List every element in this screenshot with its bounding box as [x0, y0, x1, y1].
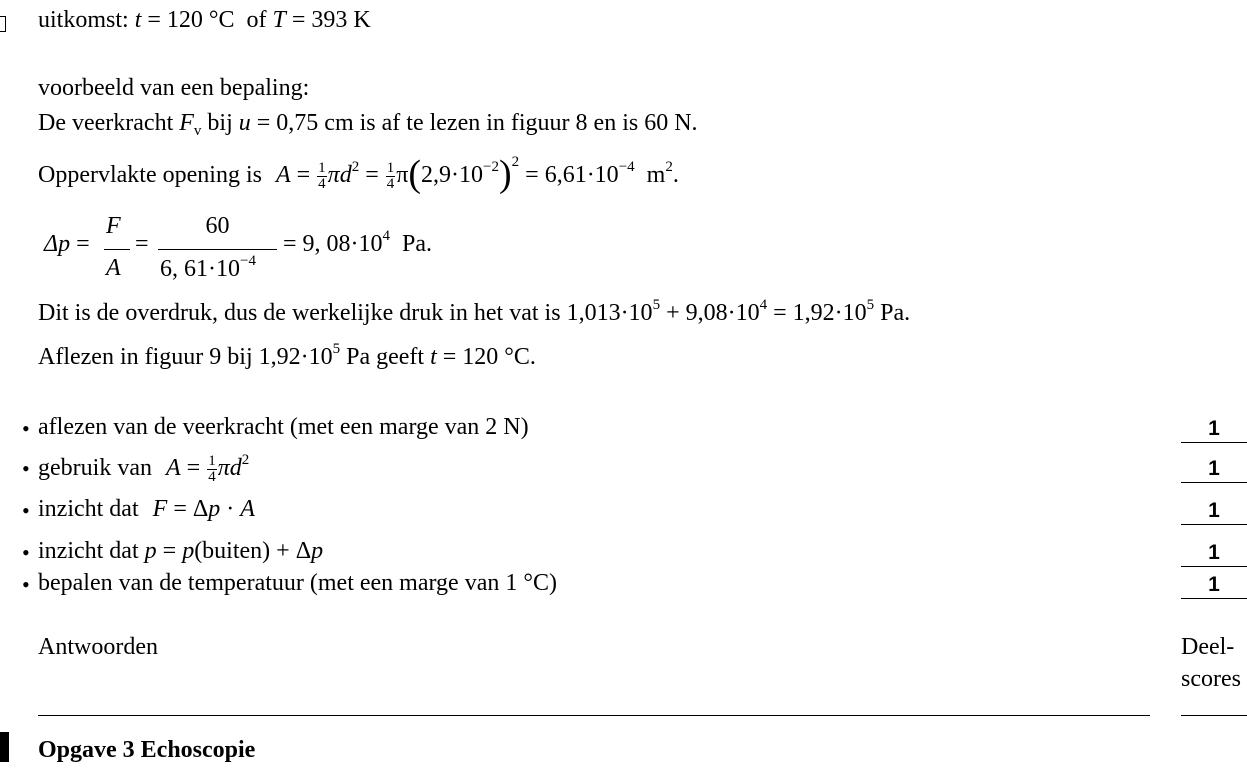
- text: =: [180, 455, 207, 482]
- var-A: A: [275, 162, 291, 189]
- section-heading: Opgave 3 Echoscopie: [38, 737, 256, 763]
- result-T-value: = 393 K: [285, 7, 371, 33]
- text: = 0,75 cm is af te lezen in figuur 8 en is 60 N.: [250, 110, 698, 136]
- exp: −2: [483, 159, 499, 176]
- text: =: [156, 538, 183, 564]
- exp: 4: [382, 228, 391, 244]
- example-line-4: [38, 297, 911, 327]
- pi: π: [396, 162, 409, 189]
- example-line-1: [38, 110, 698, 137]
- frac-num: 1: [208, 453, 216, 469]
- fraction-quarter: [207, 454, 217, 485]
- result-T-var: T: [272, 7, 286, 33]
- partial-scores-label-2: scores: [1181, 666, 1241, 692]
- bullet: •: [22, 498, 30, 523]
- var-t: t: [430, 344, 437, 370]
- text: Pa geeft: [340, 344, 431, 370]
- text: .: [672, 162, 679, 189]
- var-p: p: [182, 538, 195, 564]
- text: Dit is de overdruk, dus de werkelijke druk in het vat is: [38, 300, 567, 326]
- exp: 2: [351, 159, 360, 176]
- text: Aflezen in figuur 9 bij: [38, 344, 259, 370]
- text: =: [290, 162, 317, 189]
- unit: Pa.: [874, 300, 911, 326]
- partial-scores-label-1: Deel-: [1181, 634, 1235, 660]
- exp: 2: [241, 452, 250, 469]
- margin-marker: [0, 16, 6, 32]
- score-1: 1: [1181, 416, 1247, 443]
- text: =: [135, 231, 149, 257]
- result-line: [38, 7, 371, 34]
- bullet: •: [22, 416, 30, 441]
- pi-d: πd: [217, 455, 242, 482]
- subscript-v: v: [193, 123, 202, 139]
- exp: 5: [866, 297, 875, 313]
- fraction-quarter: [317, 161, 327, 192]
- exp: 4: [759, 297, 768, 313]
- exp: −4: [618, 159, 635, 176]
- answers-label: Antwoorden: [38, 634, 158, 660]
- value: = 6,61·10: [519, 162, 619, 189]
- value: 2,9·10: [421, 162, 484, 189]
- value: = 1,92·10: [767, 300, 867, 326]
- text: inzicht dat: [38, 538, 145, 564]
- criterion-2: [38, 454, 249, 485]
- exp: 2: [665, 159, 673, 176]
- var-u: u: [238, 110, 251, 136]
- frac-num: 1: [318, 160, 326, 176]
- var-p: p: [208, 496, 221, 522]
- example-line-5: [38, 341, 536, 371]
- frac-num: 1: [386, 160, 395, 176]
- var-F: F: [179, 110, 194, 136]
- score-3: 1: [1181, 498, 1247, 525]
- fraction-quarter: [386, 161, 396, 192]
- paren-open: (: [408, 153, 422, 196]
- exp: 2: [511, 154, 520, 171]
- frac-num: F: [106, 213, 121, 239]
- result-of: of: [246, 7, 267, 33]
- value: + 9,08·10: [660, 300, 760, 326]
- result-t-value: = 120 °C: [141, 7, 235, 33]
- text: ·: [220, 496, 241, 522]
- pi-d: πd: [327, 162, 352, 189]
- frac-den: A: [106, 255, 121, 281]
- section-marker: [0, 732, 9, 762]
- frac-den: 4: [318, 176, 326, 192]
- score-2: 1: [1181, 456, 1247, 483]
- example-line-2: [38, 153, 679, 196]
- divider-scores: [1181, 715, 1247, 716]
- frac-den: 4: [208, 469, 216, 485]
- exp: −4: [240, 253, 256, 269]
- text: bij: [201, 110, 239, 136]
- text: =: [359, 162, 385, 189]
- criterion-4: [38, 538, 323, 565]
- score-5: 1: [1181, 572, 1247, 599]
- var-p: p: [144, 538, 157, 564]
- value: 1,92·10: [258, 344, 333, 370]
- text: inzicht dat: [38, 496, 139, 522]
- unit: m: [646, 162, 666, 189]
- text: = Δ: [167, 496, 209, 522]
- frac-num: 60: [205, 213, 230, 239]
- text: Oppervlakte opening is: [38, 162, 262, 189]
- text: =: [76, 231, 90, 257]
- text: = 120 °C.: [436, 344, 536, 370]
- var-A: A: [240, 496, 255, 522]
- text: (buiten) + Δ: [194, 538, 312, 564]
- var-A: A: [165, 455, 181, 482]
- example-intro: voorbeeld van een bepaling:: [38, 75, 310, 101]
- delta-p: Δp: [44, 231, 71, 257]
- criterion-1: aflezen van de veerkracht (met een marge van 2 N): [38, 414, 529, 440]
- frac-den: 6, 61·10: [160, 256, 240, 282]
- divider-answers: [38, 715, 1150, 716]
- exp: 5: [332, 341, 341, 357]
- fraction-F-over-A: [104, 213, 130, 283]
- result-t-var: t: [134, 7, 142, 33]
- text: De veerkracht: [38, 110, 180, 136]
- bullet: •: [22, 572, 30, 597]
- text: gebruik van: [38, 455, 152, 482]
- score-4: 1: [1181, 540, 1247, 567]
- paren-close: ): [499, 153, 512, 196]
- criterion-3: [38, 496, 255, 523]
- bullet: •: [22, 456, 30, 481]
- unit: Pa.: [402, 231, 433, 257]
- var-p: p: [311, 538, 324, 564]
- var-F: F: [152, 496, 168, 522]
- value: = 9, 08·10: [283, 231, 383, 257]
- exp: 5: [652, 297, 661, 313]
- fraction-60-over-area: [158, 213, 277, 283]
- frac-den: 4: [386, 176, 395, 192]
- result-label: uitkomst:: [38, 7, 129, 33]
- criterion-5: bepalen van de temperatuur (met een marge van 1 °C): [38, 570, 557, 596]
- value: 1,013·10: [566, 300, 653, 326]
- bullet: •: [22, 540, 30, 565]
